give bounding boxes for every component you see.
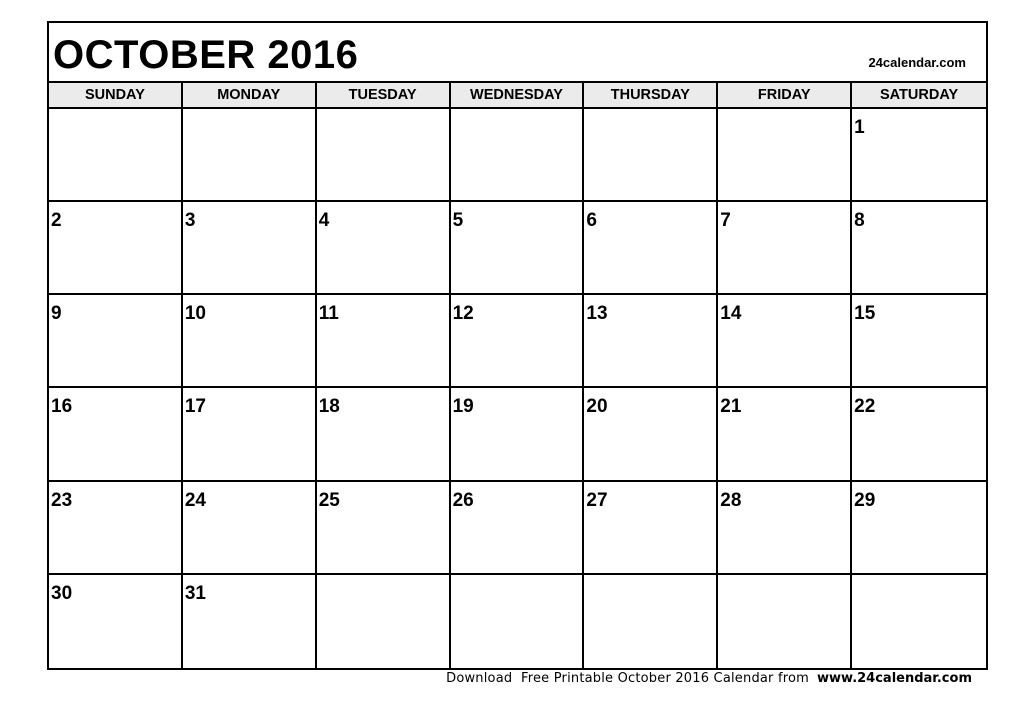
day-cell (718, 109, 852, 202)
calendar-page (47, 21, 988, 670)
day-cell (49, 482, 183, 575)
day-cell (317, 482, 451, 575)
day-cell (49, 575, 183, 668)
day-cell (852, 388, 986, 481)
weekday-saturday: SATURDAY (852, 83, 986, 107)
day-cell (718, 388, 852, 481)
day-number: 3 (184, 210, 196, 232)
day-number: 6 (586, 210, 597, 232)
day-number: 17 (184, 396, 206, 418)
day-number: 9 (51, 303, 62, 325)
day-cell (718, 295, 852, 388)
day-cell (317, 202, 451, 295)
weekday-monday: MONDAY (183, 83, 317, 107)
day-cell (183, 109, 317, 202)
day-cell (183, 295, 317, 388)
day-cell (718, 202, 852, 295)
day-number: 28 (720, 489, 742, 511)
day-cell (317, 575, 451, 668)
day-cell (49, 295, 183, 388)
footer-note (446, 671, 972, 686)
day-number: 4 (318, 210, 330, 232)
day-cell (451, 482, 585, 575)
day-number: 22 (854, 396, 876, 418)
weekday-friday: FRIDAY (718, 83, 852, 107)
month-title: OCTOBER 2016 (53, 33, 359, 77)
weekday-sunday: SUNDAY (49, 83, 183, 107)
site-label: 24calendar.com (868, 55, 966, 70)
day-cell (451, 295, 585, 388)
day-number: 26 (452, 489, 474, 511)
day-cell (451, 202, 585, 295)
day-number: 20 (586, 396, 608, 418)
day-cell (584, 575, 718, 668)
day-cell (852, 575, 986, 668)
day-number: 30 (51, 582, 73, 604)
day-cell (852, 202, 986, 295)
day-cell (451, 575, 585, 668)
day-number: 29 (854, 489, 876, 511)
day-cell (183, 388, 317, 481)
weekday-tuesday: TUESDAY (317, 83, 451, 107)
weekday-header-row (49, 83, 986, 109)
day-number: 18 (318, 396, 340, 418)
day-cell (49, 202, 183, 295)
calendar-header (49, 23, 986, 83)
day-number: 11 (318, 303, 339, 325)
day-cell (584, 388, 718, 481)
day-number: 7 (720, 210, 731, 232)
day-cell (317, 109, 451, 202)
day-cell (584, 109, 718, 202)
weekday-thursday: THURSDAY (584, 83, 718, 107)
day-cell (451, 109, 585, 202)
day-number: 23 (51, 489, 73, 511)
day-number: 13 (586, 303, 608, 325)
day-number: 10 (184, 303, 206, 325)
day-number: 21 (720, 396, 742, 418)
day-cell (183, 482, 317, 575)
day-cell (852, 482, 986, 575)
day-cell (183, 575, 317, 668)
day-number: 24 (184, 489, 206, 511)
day-cell (49, 388, 183, 481)
day-cell (852, 109, 986, 202)
day-number: 15 (854, 303, 876, 325)
day-cell (584, 202, 718, 295)
day-number: 1 (854, 117, 865, 138)
day-number: 12 (452, 303, 474, 325)
day-cell (718, 482, 852, 575)
day-cell (317, 388, 451, 481)
day-number: 8 (854, 210, 865, 232)
day-number: 16 (51, 396, 73, 418)
day-grid (49, 109, 986, 668)
day-cell (852, 295, 986, 388)
day-cell (584, 482, 718, 575)
footer-text: Download Free Printable October 2016 Calendar from (446, 671, 809, 686)
day-cell (49, 109, 183, 202)
day-cell (183, 202, 317, 295)
day-cell (451, 388, 585, 481)
day-number: 14 (720, 303, 742, 325)
day-number: 19 (452, 396, 474, 418)
day-cell (317, 295, 451, 388)
day-number: 2 (51, 210, 62, 232)
day-cell (718, 575, 852, 668)
day-cell (584, 295, 718, 388)
day-number: 5 (452, 210, 464, 232)
footer-link[interactable]: www.24calendar.com (817, 671, 972, 686)
day-number: 25 (318, 489, 340, 511)
day-number: 27 (586, 489, 608, 511)
weekday-wednesday: WEDNESDAY (451, 83, 585, 107)
day-number: 31 (184, 582, 206, 604)
